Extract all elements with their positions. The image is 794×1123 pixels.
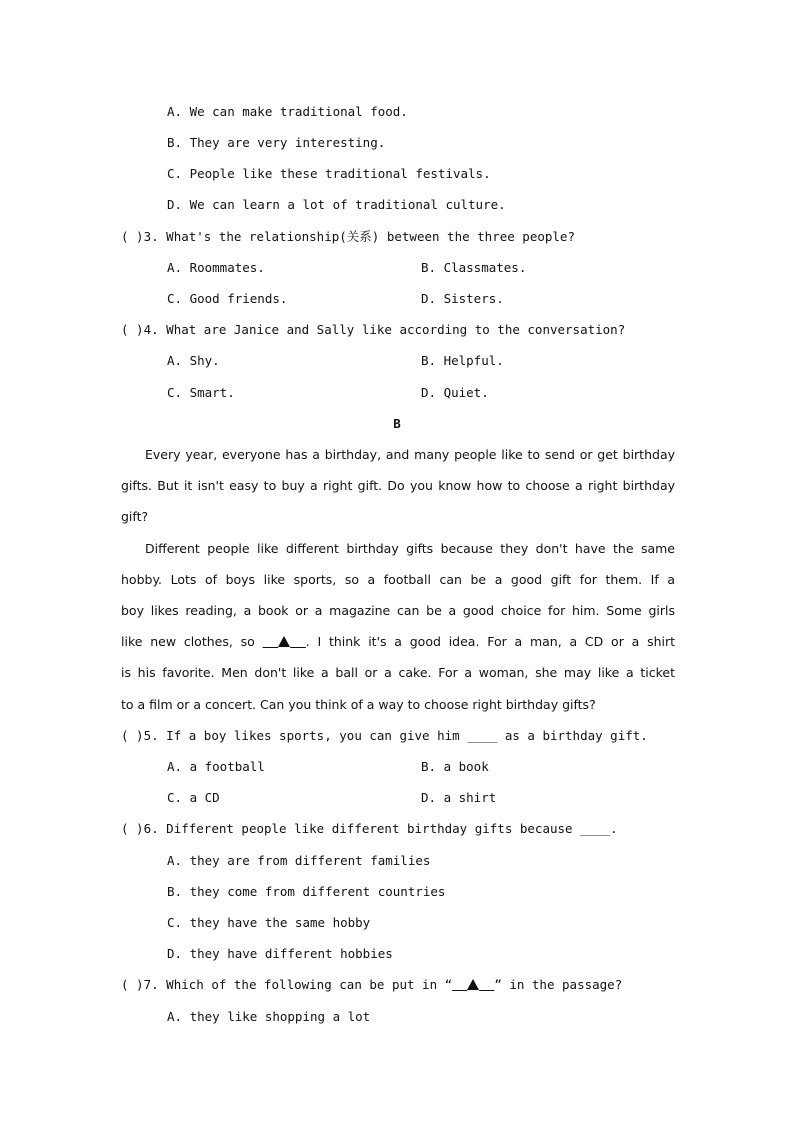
- q5-option-a: A. a football: [167, 759, 265, 774]
- para1-line-2: gifts. But it isn't easy to buy a right gift. Do you know how to choose a right birthday: [121, 478, 675, 493]
- q5-option-d: D. a shirt: [421, 790, 497, 805]
- q2-option-b: B. They are very interesting.: [167, 135, 386, 150]
- q6-option-d: D. they have different hobbies: [167, 946, 393, 961]
- question-6-prefix: ( )6.: [121, 821, 159, 836]
- question-6: [121, 821, 618, 837]
- triangle-blank-icon: [278, 636, 290, 647]
- q3-option-d: D. Sisters.: [421, 291, 504, 306]
- question-5-text: If a boy likes sports, you can give him ____ as a birthday gift.: [166, 728, 648, 743]
- question-4-text: What are Janice and Sally like according to the conversation?: [166, 322, 626, 337]
- q4-option-b: B. Helpful.: [421, 353, 504, 368]
- q6-option-b: B. they come from different countries: [167, 884, 446, 899]
- para2-line-1: Different people like different birthday gifts because they don't have the same: [145, 541, 675, 556]
- para2-line-5: is his favorite. Men don't like a ball or a cake. For a woman, she may like a ticket: [121, 665, 675, 680]
- q4-option-d: D. Quiet.: [421, 385, 489, 400]
- para2-line-2: hobby. Lots of boys like sports, so a football can be a good gift for them. If a: [121, 572, 675, 587]
- para2-line-3: boy likes reading, a book or a magazine can be a good choice for him. Some girls: [121, 603, 675, 618]
- q4-option-a: A. Shy.: [167, 353, 220, 368]
- q2-option-d: D. We can learn a lot of traditional culture.: [167, 197, 506, 212]
- q7-option-a: A. they like shopping a lot: [167, 1009, 371, 1024]
- q5-option-c: C. a CD: [167, 790, 220, 805]
- q2-option-a: A. We can make traditional food.: [167, 104, 408, 119]
- para2-line-4: [121, 634, 675, 650]
- q3-option-c: C. Good friends.: [167, 291, 288, 306]
- question-7-text-pre: Which of the following can be put in “: [166, 977, 453, 992]
- triangle-blank-icon: [467, 979, 479, 990]
- q6-option-a: A. they are from different families: [167, 853, 431, 868]
- question-7-text-post: ” in the passage?: [494, 977, 623, 992]
- para2-blank-pre: like new clothes, so: [121, 634, 255, 649]
- question-3: [121, 229, 575, 245]
- passage-blank: [263, 634, 306, 649]
- question-7-blank: [452, 977, 494, 992]
- question-4-prefix: ( )4.: [121, 322, 159, 337]
- section-b-heading: B: [393, 416, 401, 431]
- question-3-text: What's the relationship(关系) between the three people?: [166, 229, 575, 244]
- para2-line-6: to a film or a concert. Can you think of a way to choose right birthday gifts?: [121, 697, 596, 712]
- para1-line-3: gift?: [121, 509, 149, 524]
- question-5-prefix: ( )5.: [121, 728, 159, 743]
- q6-option-c: C. they have the same hobby: [167, 915, 371, 930]
- para1-line-1: Every year, everyone has a birthday, and many people like to send or get birthday: [145, 447, 675, 462]
- question-4: [121, 322, 625, 338]
- question-3-prefix: ( )3.: [121, 229, 159, 244]
- question-6-text: Different people like different birthday gifts because ____.: [166, 821, 618, 836]
- question-5: [121, 728, 648, 744]
- q2-option-c: C. People like these traditional festivals.: [167, 166, 491, 181]
- para2-blank-post: . I think it's a good idea. For a man, a CD or a shirt: [305, 634, 676, 649]
- question-7-prefix: ( )7.: [121, 977, 159, 992]
- q4-option-c: C. Smart.: [167, 385, 235, 400]
- question-7: [121, 977, 622, 993]
- q3-option-a: A. Roommates.: [167, 260, 265, 275]
- q3-option-b: B. Classmates.: [421, 260, 527, 275]
- q5-option-b: B. a book: [421, 759, 489, 774]
